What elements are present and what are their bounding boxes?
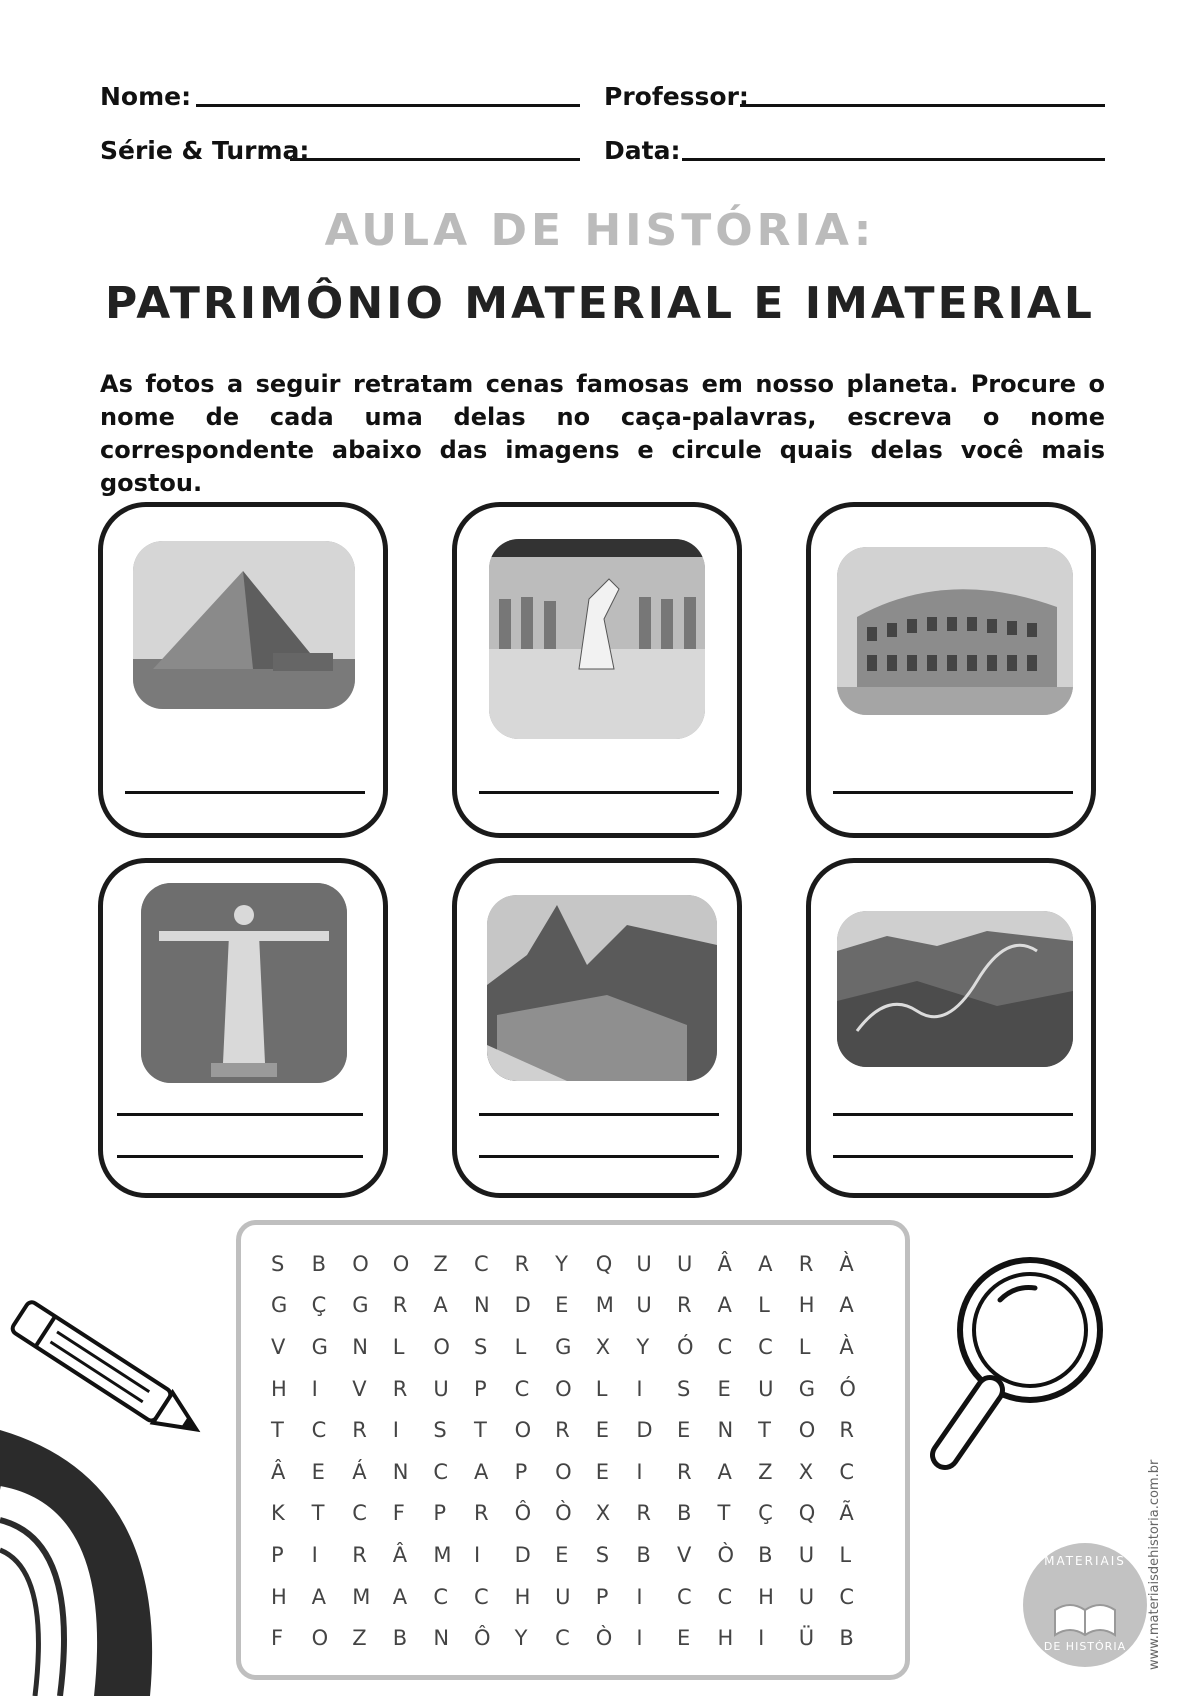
card-great-wall (806, 858, 1096, 1198)
wordsearch-letter[interactable]: Â (717, 1251, 732, 1276)
capoeira-photo (489, 539, 705, 739)
wordsearch-letter[interactable]: C (839, 1584, 854, 1609)
wordsearch-letter[interactable]: G (311, 1334, 328, 1359)
wordsearch-letter[interactable]: V (352, 1376, 367, 1401)
wordsearch-letter[interactable]: F (271, 1626, 284, 1651)
wordsearch-letter[interactable]: M (352, 1584, 371, 1609)
wordsearch-letter[interactable]: À (839, 1334, 854, 1359)
wordsearch-letter[interactable]: C (717, 1334, 733, 1359)
wordsearch-letter[interactable]: Ò (717, 1542, 735, 1567)
wordsearch-letter[interactable]: N (717, 1418, 734, 1443)
wordsearch-letter[interactable]: Q (798, 1501, 816, 1526)
wordsearch-letter[interactable]: Ü (798, 1626, 815, 1651)
decorative-swoosh (0, 1420, 200, 1696)
date-label: Data: (604, 136, 681, 165)
wordsearch-letter[interactable]: X (595, 1334, 611, 1359)
wordsearch-letter[interactable]: E (717, 1376, 731, 1401)
word-search-grid (271, 1243, 880, 1659)
wordsearch-letter[interactable]: I (636, 1584, 643, 1609)
wordsearch-letter[interactable]: N (352, 1334, 368, 1359)
wordsearch-letter[interactable]: C (717, 1584, 733, 1609)
wordsearch-letter[interactable]: R (352, 1542, 367, 1567)
wordsearch-letter[interactable]: C (311, 1418, 327, 1443)
wordsearch-letter[interactable]: A (433, 1293, 448, 1318)
wordsearch-letter[interactable]: M (433, 1542, 452, 1567)
wordsearch-letter[interactable]: H (514, 1584, 531, 1609)
wordsearch-letter[interactable]: L (514, 1334, 527, 1359)
wordsearch-letter[interactable]: U (433, 1376, 449, 1401)
wordsearch-letter[interactable]: S (271, 1251, 285, 1276)
wordsearch-letter[interactable]: G (352, 1293, 369, 1318)
wordsearch-letter[interactable]: E (595, 1418, 610, 1443)
word-search (236, 1220, 910, 1680)
wordsearch-letter[interactable]: U (676, 1251, 693, 1276)
wordsearch-letter[interactable]: R (352, 1418, 367, 1443)
wordsearch-letter[interactable]: L (798, 1334, 811, 1359)
wordsearch-letter[interactable]: À (839, 1251, 854, 1276)
wordsearch-letter[interactable]: L (839, 1542, 852, 1567)
card-machu-picchu (452, 858, 742, 1198)
class-field[interactable] (290, 158, 580, 161)
wordsearch-letter[interactable]: C (473, 1251, 489, 1276)
wordsearch-letter[interactable]: V (676, 1542, 692, 1567)
wordsearch-letter[interactable]: G (798, 1376, 815, 1401)
wordsearch-letter[interactable]: Z (758, 1459, 773, 1484)
wordsearch-letter[interactable]: O (798, 1418, 816, 1443)
wordsearch-letter[interactable]: Ô (514, 1501, 532, 1526)
wordsearch-letter[interactable]: C (433, 1584, 449, 1609)
wordsearch-letter[interactable]: Z (352, 1626, 367, 1651)
wordsearch-letter[interactable]: P (433, 1501, 447, 1526)
wordsearch-letter[interactable]: I (311, 1376, 318, 1401)
wordsearch-letter[interactable]: L (595, 1376, 608, 1401)
wordsearch-letter[interactable]: P (514, 1459, 528, 1484)
wordsearch-letter[interactable]: R (392, 1293, 408, 1318)
wordsearch-letter[interactable]: R (514, 1251, 530, 1276)
wordsearch-letter[interactable]: H (271, 1584, 287, 1609)
wordsearch-letter[interactable]: Q (595, 1251, 613, 1276)
machu-picchu-photo (487, 895, 717, 1081)
wordsearch-letter[interactable]: O (555, 1376, 572, 1401)
wordsearch-letter[interactable]: S (595, 1542, 610, 1567)
wordsearch-letter[interactable]: I (636, 1626, 643, 1651)
wordsearch-letter[interactable]: C (352, 1501, 367, 1526)
answer-line[interactable] (117, 1155, 363, 1158)
wordsearch-letter[interactable]: C (758, 1334, 773, 1359)
wordsearch-letter[interactable]: Ã (839, 1501, 854, 1526)
wordsearch-letter[interactable]: O (514, 1418, 532, 1443)
wordsearch-letter[interactable]: R (676, 1293, 692, 1318)
wordsearch-letter[interactable]: Y (636, 1334, 650, 1359)
wordsearch-letter[interactable]: G (271, 1293, 288, 1318)
wordsearch-letter[interactable]: A (717, 1293, 732, 1318)
wordsearch-letter[interactable]: C (433, 1459, 449, 1484)
class-label: Série & Turma: (100, 136, 310, 165)
wordsearch-letter[interactable]: T (717, 1501, 731, 1526)
answer-line[interactable] (833, 1155, 1073, 1158)
wordsearch-letter[interactable]: H (798, 1293, 815, 1318)
wordsearch-letter[interactable]: A (311, 1584, 326, 1609)
wordsearch-letter[interactable]: B (839, 1626, 854, 1651)
wordsearch-letter[interactable]: H (271, 1376, 287, 1401)
wordsearch-letter[interactable]: A (839, 1293, 854, 1318)
wordsearch-letter[interactable]: T (758, 1418, 771, 1443)
wordsearch-letter[interactable]: B (392, 1626, 408, 1651)
wordsearch-letter[interactable]: X (798, 1459, 814, 1484)
page-title-top: AULA DE HISTÓRIA: (324, 205, 876, 256)
wordsearch-letter[interactable]: A (758, 1251, 773, 1276)
wordsearch-letter[interactable]: F (392, 1501, 405, 1526)
card-capoeira (452, 502, 742, 838)
wordsearch-letter[interactable]: T (271, 1418, 284, 1443)
wordsearch-letter[interactable]: Á (352, 1459, 367, 1484)
wordsearch-letter[interactable]: E (311, 1459, 325, 1484)
answer-line[interactable] (479, 1155, 719, 1158)
wordsearch-letter[interactable]: S (676, 1376, 691, 1401)
answer-line[interactable] (479, 791, 719, 794)
wordsearch-letter[interactable]: Â (392, 1542, 408, 1567)
wordsearch-letter[interactable]: T (473, 1418, 487, 1443)
answer-line[interactable] (833, 1113, 1073, 1116)
wordsearch-letter[interactable]: T (311, 1501, 325, 1526)
wordsearch-letter[interactable]: R (839, 1418, 854, 1443)
wordsearch-letter[interactable]: A (473, 1459, 489, 1484)
answer-line[interactable] (125, 791, 365, 794)
answer-line[interactable] (479, 1113, 719, 1116)
wordsearch-letter[interactable]: R (636, 1501, 651, 1526)
wordsearch-letter[interactable]: P (473, 1376, 487, 1401)
wordsearch-letter[interactable]: I (311, 1542, 318, 1567)
wordsearch-letter[interactable]: B (636, 1542, 651, 1567)
teacher-field[interactable] (740, 104, 1105, 107)
card-pyramid (98, 502, 388, 838)
wordsearch-letter[interactable]: I (758, 1626, 765, 1651)
wordsearch-letter[interactable]: U (798, 1542, 815, 1567)
wordsearch-letter[interactable]: P (595, 1584, 609, 1609)
wordsearch-letter[interactable]: N (392, 1459, 409, 1484)
wordsearch-letter[interactable]: R (798, 1251, 814, 1276)
wordsearch-letter[interactable]: Y (514, 1626, 528, 1651)
wordsearch-letter[interactable]: B (676, 1501, 692, 1526)
wordsearch-letter[interactable]: R (473, 1501, 489, 1526)
wordsearch-letter[interactable]: E (676, 1626, 691, 1651)
card-colosseum (806, 502, 1096, 838)
name-field[interactable] (196, 104, 580, 107)
wordsearch-letter[interactable]: Z (433, 1251, 448, 1276)
wordsearch-letter[interactable]: A (717, 1459, 732, 1484)
wordsearch-letter[interactable]: N (433, 1626, 450, 1651)
wordsearch-letter[interactable]: O (555, 1459, 572, 1484)
wordsearch-letter[interactable]: L (392, 1334, 405, 1359)
wordsearch-letter[interactable]: L (758, 1293, 770, 1318)
wordsearch-letter[interactable]: U (798, 1584, 815, 1609)
wordsearch-letter[interactable]: Ó (839, 1376, 856, 1401)
wordsearch-letter[interactable]: R (555, 1418, 570, 1443)
wordsearch-letter[interactable]: E (555, 1542, 569, 1567)
wordsearch-letter[interactable]: B (758, 1542, 773, 1567)
wordsearch-letter[interactable]: H (758, 1584, 774, 1609)
wordsearch-letter[interactable]: I (473, 1542, 481, 1567)
wordsearch-letter[interactable]: Y (555, 1251, 568, 1276)
wordsearch-letter[interactable]: M (595, 1293, 614, 1318)
wordsearch-letter[interactable]: D (514, 1293, 531, 1318)
wordsearch-letter[interactable]: U (758, 1376, 774, 1401)
logo-text-top: MATERIAIS (1044, 1554, 1126, 1568)
magnifier-icon (920, 1250, 1140, 1490)
wordsearch-letter[interactable]: E (595, 1459, 610, 1484)
wordsearch-letter[interactable]: G (555, 1334, 572, 1359)
wordsearch-letter[interactable]: C (839, 1459, 854, 1484)
wordsearch-letter[interactable]: D (514, 1542, 531, 1567)
wordsearch-letter[interactable]: C (555, 1626, 570, 1651)
wordsearch-letter[interactable]: C (514, 1376, 530, 1401)
wordsearch-letter[interactable]: S (433, 1418, 447, 1443)
wordsearch-letter[interactable]: O (311, 1626, 329, 1651)
wordsearch-letter[interactable]: Ç (311, 1293, 327, 1318)
name-label: Nome: (100, 82, 192, 111)
wordsearch-letter[interactable]: E (676, 1418, 691, 1443)
card-christ-redeemer (98, 858, 388, 1198)
wordsearch-letter[interactable]: U (555, 1584, 571, 1609)
wordsearch-letter[interactable]: O (352, 1251, 369, 1276)
site-logo (1020, 1540, 1150, 1670)
answer-line[interactable] (833, 791, 1073, 794)
wordsearch-letter[interactable]: O (433, 1334, 450, 1359)
wordsearch-letter[interactable]: O (392, 1251, 410, 1276)
wordsearch-letter[interactable]: I (392, 1418, 399, 1443)
great-wall-photo (837, 911, 1073, 1067)
wordsearch-letter[interactable]: S (473, 1334, 488, 1359)
wordsearch-letter[interactable]: Â (271, 1459, 286, 1484)
page-title: PATRIMÔNIO MATERIAL E IMATERIAL (105, 278, 1095, 329)
wordsearch-letter[interactable]: R (392, 1376, 408, 1401)
wordsearch-letter[interactable]: Ç (758, 1501, 773, 1526)
teacher-label: Professor: (604, 82, 749, 111)
wordsearch-letter[interactable]: R (676, 1459, 692, 1484)
wordsearch-letter[interactable]: E (555, 1293, 569, 1318)
date-field[interactable] (682, 158, 1105, 161)
instructions: As fotos a seguir retratam cenas famosas em nosso planeta. Procure o nome de cada uma delas no caça-palavras, escreva o nome correspondente abaixo das imagens e circule quais delas você mais gostou. (100, 370, 1105, 497)
wordsearch-letter[interactable]: K (271, 1501, 285, 1526)
wordsearch-letter[interactable]: A (392, 1584, 408, 1609)
wordsearch-letter[interactable]: X (595, 1501, 611, 1526)
wordsearch-letter[interactable]: I (636, 1376, 643, 1401)
pyramid-photo (133, 541, 355, 709)
wordsearch-letter[interactable]: V (271, 1334, 286, 1359)
wordsearch-letter[interactable]: N (473, 1293, 490, 1318)
wordsearch-letter[interactable]: P (271, 1542, 284, 1567)
wordsearch-letter[interactable]: Ò (555, 1501, 572, 1526)
colosseum-photo (837, 547, 1073, 715)
logo-text-bottom: DE HISTÓRIA (1043, 1640, 1127, 1653)
wordsearch-letter[interactable]: C (676, 1584, 692, 1609)
wordsearch-letter[interactable]: H (717, 1626, 734, 1651)
wordsearch-letter[interactable]: B (311, 1251, 327, 1276)
wordsearch-letter[interactable]: C (473, 1584, 489, 1609)
christ-redeemer-photo (141, 883, 347, 1083)
wordsearch-letter[interactable]: I (636, 1459, 643, 1484)
wordsearch-letter[interactable]: D (636, 1418, 653, 1443)
website-url[interactable]: www.materiaisdehistoria.com.br (1147, 1459, 1162, 1670)
wordsearch-letter[interactable]: Ô (473, 1626, 491, 1651)
wordsearch-letter[interactable]: Ò (595, 1626, 613, 1651)
wordsearch-letter[interactable]: Ó (676, 1334, 694, 1359)
answer-line[interactable] (117, 1113, 363, 1116)
wordsearch-letter[interactable]: U (636, 1251, 652, 1276)
wordsearch-letter[interactable]: U (636, 1293, 652, 1318)
